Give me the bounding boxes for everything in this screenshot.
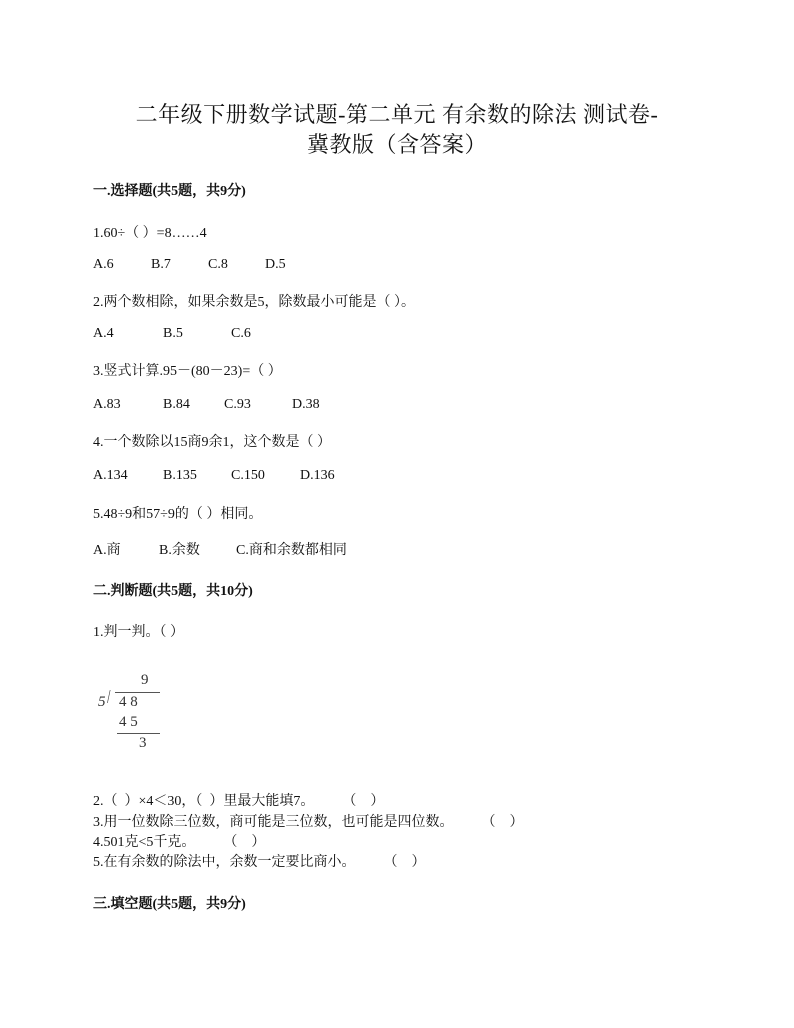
subtraction-line [117, 733, 160, 734]
long-division-dividend: 4 8 [119, 694, 138, 710]
question-2-4: 4.501克<5千克。 （ ） [93, 835, 266, 850]
option-a: A.6 [93, 257, 114, 272]
question-2-1: 1.判一判。（ ） [93, 625, 184, 640]
option-c: C.商和余数都相同 [236, 543, 347, 558]
question-1-5: 5.48÷9和57÷9的（ ）相同。 [93, 507, 263, 522]
options-1-1 [93, 257, 286, 273]
option-a: A.83 [93, 397, 121, 412]
option-b: B.84 [163, 397, 190, 412]
option-b: B.余数 [159, 543, 200, 558]
option-a: A.134 [93, 468, 128, 483]
options-1-4 [93, 468, 335, 484]
long-division-product: 4 5 [119, 714, 138, 730]
option-c: C.150 [231, 468, 265, 483]
section-3-heading: 三.填空题(共5题，共9分) [93, 897, 246, 912]
question-1-4: 4.一个数除以15商9余1，这个数是（ ） [93, 435, 331, 450]
option-a: A.4 [93, 326, 114, 341]
division-bracket: / [107, 686, 111, 708]
question-2-3: 3.用一位数除三位数，商可能是三位数，也可能是四位数。 （ ） [93, 815, 524, 830]
option-c: C.8 [208, 257, 228, 272]
question-2-2: 2.（ ）×4＜30，（ ）里最大能填7。 （ ） [93, 794, 385, 809]
options-1-3 [93, 397, 320, 413]
option-d: D.136 [300, 468, 335, 483]
section-2-heading: 二.判断题(共5题，共10分) [93, 584, 253, 599]
option-a: A.商 [93, 543, 121, 558]
option-c: C.6 [231, 326, 251, 341]
section-1-heading: 一.选择题(共5题，共9分) [93, 184, 246, 199]
long-division-divisor: 5 [98, 694, 106, 710]
option-b: B.5 [163, 326, 183, 341]
option-c: C.93 [224, 397, 251, 412]
long-division-figure [95, 672, 175, 760]
question-1-2: 2.两个数相除，如果余数是5，除数最小可能是（ ）。 [93, 295, 415, 310]
document-title-line-1: 二年级下册数学试题-第二单元 有余数的除法 测试卷- [135, 102, 659, 127]
options-1-5 [93, 539, 347, 559]
question-1-3: 3.竖式计算.95－(80－23)=（ ） [93, 364, 282, 379]
option-d: D.38 [292, 397, 320, 412]
option-b: B.135 [163, 468, 197, 483]
option-b: B.7 [151, 257, 171, 272]
long-division-remainder: 3 [139, 735, 147, 751]
question-1-1: 1.60÷（ ）=8……4 [93, 226, 207, 241]
document-title-line-2: 冀教版（含答案） [306, 132, 487, 157]
division-bar [115, 692, 160, 693]
options-1-2 [93, 326, 251, 342]
option-d: D.5 [265, 257, 286, 272]
long-division-quotient: 9 [141, 672, 149, 688]
question-2-5: 5.在有余数的除法中，余数一定要比商小。 （ ） [93, 855, 426, 870]
